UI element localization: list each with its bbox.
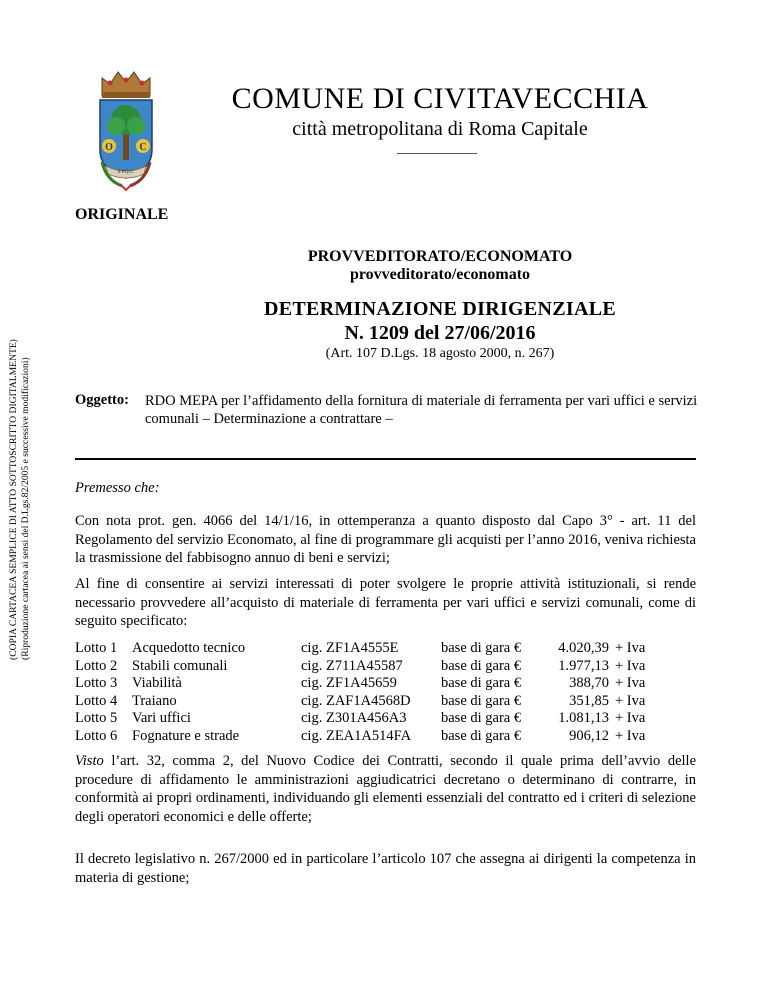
paragraph-note-request: Con nota prot. gen. 4066 del 14/1/16, in ottemperanza a quanto disposto dal Capo 3° - art. 11 del Regolamento del servizio Economato, al fine di programmare gli acquisti per l’anno 2016, veniva richiesta la trasmissione del fabbisogno annuo di beni e servizi; [75,513,696,566]
lot-iva: + Iva [615,657,646,674]
lot-base-label: base di gara € [441,692,522,709]
svg-text:O: O [105,142,113,153]
paragraph-decree: Il decreto legislativo n. 267/2000 ed in particolare l’articolo 107 che assegna ai dirigenti la competenza in materia di gestione; [75,851,696,886]
lot-iva: + Iva [615,692,646,709]
determination-title: DETERMINAZIONE DIRIGENZIALE [263,298,617,320]
lot-iva: + Iva [615,675,646,691]
digital-copy-notice-line1: (COPIA CARTACEA SEMPLICE DI ATTO SOTTOSCRITTO DIGITALMENTE) [8,339,19,660]
lot-cig: cig. ZAF1A4568D [301,692,411,709]
subject-text: RDO MEPA per l’affidamento della fornitura di materiale di ferramenta per vari uffici e servizi comunali – Determinazione a contrattare – [145,393,698,427]
lot-description: Traiano [132,692,177,709]
document-status: ORIGINALE [75,206,169,223]
lot-cig: cig. Z301A456A3 [301,710,407,726]
lot-amount: 388,70 [569,675,609,691]
lot-base-label: base di gara € [441,710,522,726]
lot-description: Acquedotto tecnico [132,640,246,656]
lot-row [75,640,715,658]
lot-row [75,693,715,711]
municipality-title: COMUNE DI CIVITAVECCHIA [231,82,649,115]
subtitle-divider [397,153,477,154]
lot-number: Lotto 1 [75,640,118,656]
lot-iva: + Iva [615,710,646,726]
lot-row [75,710,715,728]
department-name: PROVVEDITORATO/ECONOMATO [307,248,573,265]
lot-iva: + Iva [615,727,646,744]
lot-description: Viabilità [132,675,182,691]
lot-number: Lotto 6 [75,727,118,744]
lot-description: Fognature e strade [132,727,240,744]
lot-number: Lotto 2 [75,657,118,674]
determination-number: N. 1209 del 27/06/2016 [344,322,536,344]
lot-base-label: base di gara € [441,657,522,674]
lot-number: Lotto 3 [75,675,118,691]
lot-base-label: base di gara € [441,675,522,691]
lot-amount: 4.020,39 [558,640,609,656]
lot-row [75,675,715,693]
lot-number: Lotto 4 [75,692,118,709]
lot-iva: + Iva [615,640,646,656]
section-divider [75,458,696,460]
paragraph-visto [75,752,696,826]
lot-number: Lotto 5 [75,710,118,726]
department-subname: provveditorato/economato [349,266,531,283]
lot-cig: cig. Z711A45587 [301,657,403,674]
subject-label: Oggetto: [75,392,129,408]
lot-row [75,658,715,676]
lot-cig: cig. ZF1A45659 [301,675,397,691]
svg-text:S.P.Q.C.: S.P.Q.C. [117,170,135,175]
lot-description: Stabili comunali [132,657,228,674]
lot-cig: cig. ZEA1A514FA [301,727,412,744]
lot-amount: 1.081,13 [558,710,609,726]
lot-base-label: base di gara € [441,727,522,744]
lot-amount: 906,12 [569,727,609,744]
lot-row [75,728,715,746]
lot-cig: cig. ZF1A4555E [301,640,399,656]
digital-copy-notice-line2: (Riproduzione cartacea ai sensi del D.Lgs.82/2005 e successive modificazioni) [20,357,31,660]
svg-text:C: C [139,142,147,153]
lot-amount: 351,85 [569,692,609,709]
visto-text: l’art. 32, comma 2, del Nuovo Codice dei Contratti, secondo il quale prima dell’avvio delle procedure di affidamento le amministrazioni aggiudicatrici decretano o determinano di contrarre, in conformità ai propri ordinamenti, individuando gli elementi essenziali del contratto ed i criteri di selezione degli operatori economici e delle offerte; [75,753,696,825]
lot-description: Vari uffici [132,710,191,726]
municipality-subtitle: città metropolitana di Roma Capitale [292,118,588,140]
digital-copy-notice [8,280,32,660]
visto-word: Visto [75,753,104,769]
lot-base-label: base di gara € [441,640,522,656]
coat-of-arms-icon [84,66,168,194]
paragraph-purchase-need: Al fine di consentire ai servizi interessati di poter svolgere le proprie attività istituzionali, si rende necessario provvedere all’acquisto di materiale di ferramenta per vari uffici e servizi comunali, come di seguito specificato: [75,576,696,629]
lots-table [75,640,715,745]
premise-heading: Premesso che: [75,480,160,496]
lot-amount: 1.977,13 [558,657,609,674]
legal-reference: (Art. 107 D.Lgs. 18 agosto 2000, n. 267) [325,346,555,361]
